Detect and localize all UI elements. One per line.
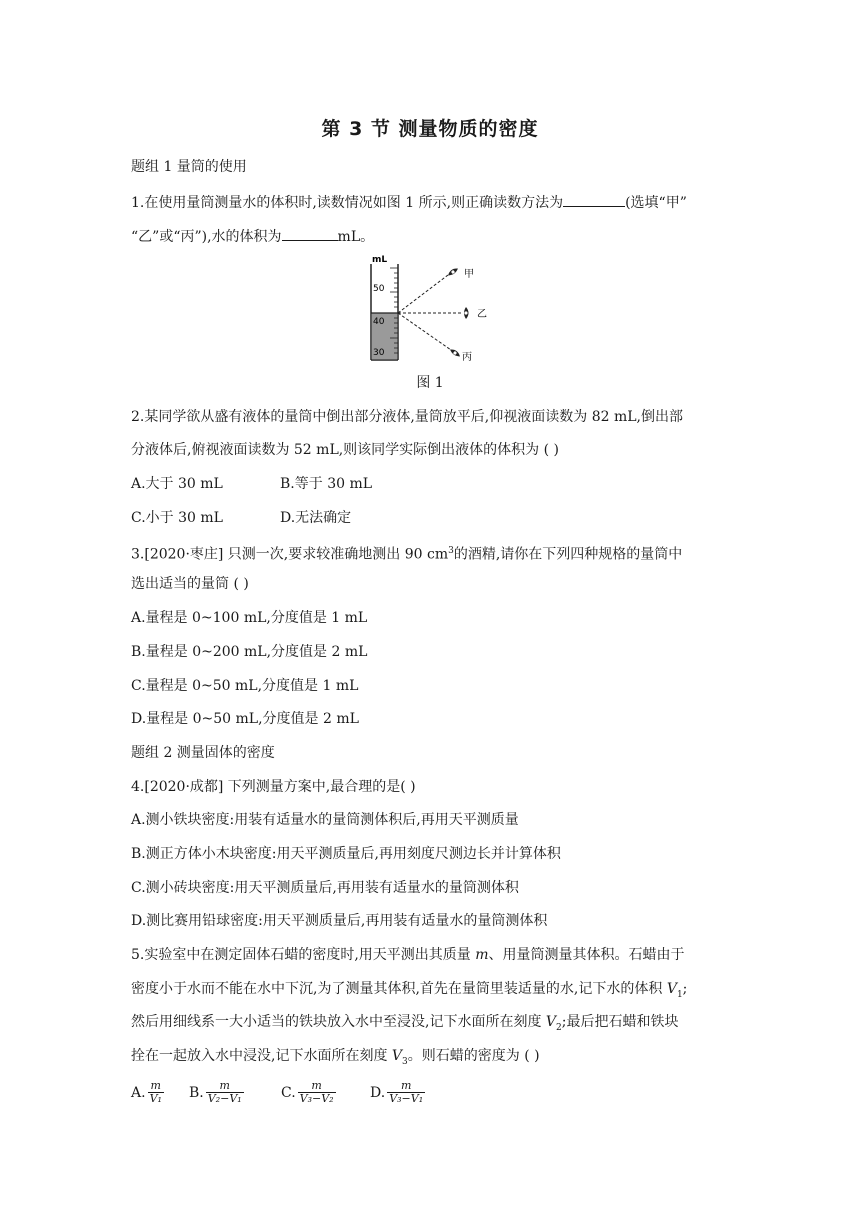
q5-option-a-fraction (148, 1080, 164, 1105)
q2-option-d[interactable]: D.无法确定 (280, 510, 352, 526)
graduated-cylinder-figure (360, 254, 500, 366)
figure-caption: 图 1 (416, 375, 444, 391)
q5-text-f: ;最后把石蜡和铁块 (561, 1014, 679, 1030)
q1-text-c: “乙”或“丙”),水的体积为 (131, 229, 282, 245)
q3-option-b[interactable]: B.量程是 0~200 mL,分度值是 2 mL (131, 644, 368, 660)
q5-sub-2: 2 (556, 1022, 562, 1033)
q2-option-b[interactable]: B.等于 30 mL (280, 476, 373, 492)
eye-label-bing: 丙 (462, 352, 472, 363)
q5-option-b-fraction (206, 1080, 244, 1105)
q1-text-a: 1.在使用量筒测量水的体积时,读数情况如图 1 所示,则正确读数方法为 (131, 195, 564, 211)
q5-line-3 (131, 1013, 678, 1037)
q5-option-b-numerator: m (206, 1080, 244, 1093)
q3-option-c[interactable]: C.量程是 0~50 mL,分度值是 1 mL (131, 678, 359, 694)
eye-label-yi: 乙 (477, 309, 487, 320)
q5-option-c-numerator: m (298, 1080, 336, 1093)
tick-label-40: 40 (373, 317, 385, 327)
q1-answer-blank-1[interactable] (563, 192, 625, 207)
q3-text-b: 的酒精,请你在下列四种规格的量筒中 (453, 546, 683, 563)
q5-option-d-fraction (387, 1080, 425, 1105)
q4-option-c[interactable]: C.测小砖块密度:用天平测质量后,再用装有适量水的量筒测体积 (131, 880, 519, 896)
q3-line-2: 选出适当的量筒 ( ) (131, 576, 249, 592)
group-1-heading: 题组 1 量筒的使用 (131, 159, 247, 175)
q5-option-b[interactable] (189, 1080, 244, 1105)
q1-answer-blank-2[interactable] (282, 226, 338, 241)
q1-line-1 (131, 192, 687, 212)
eye-label-jia: 甲 (464, 269, 474, 280)
q5-option-d-label: D. (370, 1084, 386, 1101)
q5-option-b-label: B. (189, 1084, 204, 1101)
q5-text-e: 然后用细线系一大小适当的铁块放入水中至浸没,记下水面所在刻度 (131, 1014, 546, 1030)
q4-line-1: 4.[2020·成都] 下列测量方案中,最合理的是( ) (131, 779, 416, 795)
q5-sub-1: 1 (676, 989, 683, 1000)
q5-text-a: 5.实验室中在测定固体石蜡的密度时,用天平测出其质量 (131, 947, 476, 963)
q3-superscript: 3 (448, 546, 454, 556)
q2-line-1: 2.某同学欲从盛有液体的量筒中倒出部分液体,量筒放平后,仰视液面读数为 82 mL,倒出部 (131, 409, 683, 425)
group-2-heading: 题组 2 测量固体的密度 (131, 745, 275, 761)
q5-text-g: 拴在一起放入水中浸没,记下水面所在刻度 (131, 1048, 392, 1064)
q5-var-v3: V (391, 1048, 403, 1064)
q4-option-d[interactable]: D.测比赛用铅球密度:用天平测质量后,再用装有适量水的量筒测体积 (131, 913, 548, 929)
eye-icon-yi (464, 307, 469, 319)
q3-text-a: 3.[2020·枣庄] 只测一次,要求较准确地测出 90 cm (131, 546, 449, 563)
q5-option-a-label: A. (131, 1084, 146, 1101)
q1-text-d: mL。 (337, 229, 375, 245)
q4-option-a[interactable]: A.测小铁块密度:用装有适量水的量筒测体积后,再用天平测质量 (131, 812, 519, 828)
q5-option-d[interactable] (370, 1080, 425, 1105)
q5-option-c-denominator: V₃−V₂ (299, 1092, 334, 1105)
figure-unit-label: mL (372, 255, 388, 265)
eye-icon-bing (449, 348, 461, 359)
q3-option-d[interactable]: D.量程是 0~50 mL,分度值是 2 mL (131, 711, 359, 727)
q5-option-a-numerator: m (148, 1080, 164, 1093)
q4-option-b[interactable]: B.测正方体小木块密度:用天平测质量后,再用刻度尺测边长并计算体积 (131, 846, 561, 862)
q2-option-a[interactable]: A.大于 30 mL (131, 476, 223, 492)
q5-option-b-denominator: V₂−V₁ (207, 1092, 242, 1105)
page-title: 第 3 节 测量物质的密度 (321, 118, 539, 140)
q5-line-4 (131, 1047, 540, 1071)
q5-option-c-label: C. (281, 1084, 296, 1101)
q5-text-b: 、用量筒测量其体积。石蜡由于 (488, 947, 685, 963)
q5-var-v2: V (545, 1014, 557, 1030)
q5-option-c-fraction (298, 1080, 336, 1105)
q5-option-a[interactable] (131, 1080, 164, 1105)
q5-sub-3: 3 (402, 1056, 408, 1067)
q5-option-d-denominator: V₃−V₁ (389, 1092, 424, 1105)
q5-option-a-denominator: V₁ (149, 1092, 162, 1105)
q5-text-h: 。则石蜡的密度为 ( ) (407, 1048, 540, 1064)
q1-line-2 (131, 226, 374, 246)
q5-line-2 (131, 980, 687, 1004)
eye-icon-jia (447, 267, 459, 278)
tick-label-50: 50 (373, 284, 385, 294)
sight-lines (398, 275, 461, 350)
q5-text-c: 密度小于水而不能在水中下沉,为了测量其体积,首先在量筒里装适量的水,记下水的体积 (131, 981, 667, 997)
q5-var-v1: V (666, 981, 677, 997)
q5-text-d: ; (682, 981, 688, 997)
q1-text-b: (选填“甲” (625, 195, 687, 211)
q5-line-1 (131, 946, 685, 964)
q5-option-c[interactable] (281, 1080, 336, 1105)
tick-label-30: 30 (373, 348, 385, 358)
q5-var-m: m (475, 947, 489, 963)
q3-line-1 (131, 542, 682, 564)
q3-option-a[interactable]: A.量程是 0~100 mL,分度值是 1 mL (131, 610, 368, 626)
q2-line-2: 分液体后,俯视液面读数为 52 mL,则该同学实际倒出液体的体积为 ( ) (131, 442, 560, 458)
q2-option-c[interactable]: C.小于 30 mL (131, 510, 223, 526)
q5-option-d-numerator: m (387, 1080, 425, 1093)
